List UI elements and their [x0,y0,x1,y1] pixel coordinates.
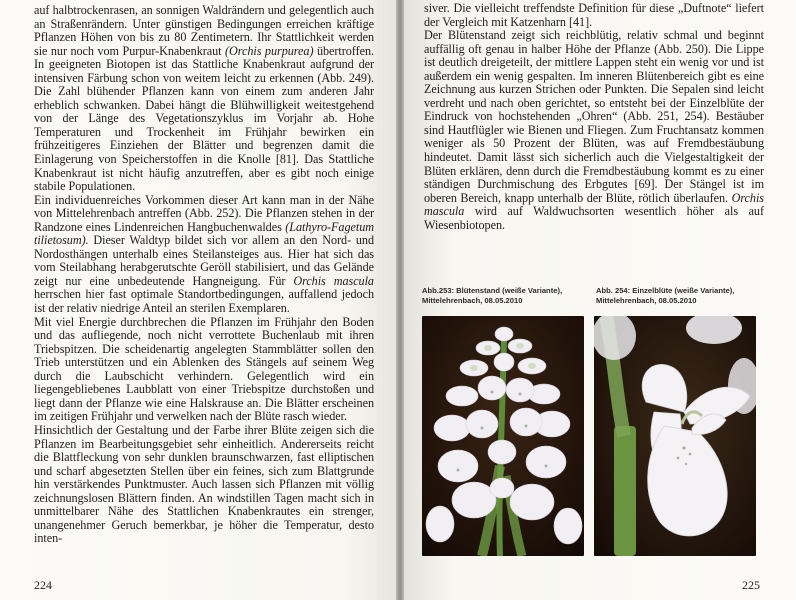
figure-253-caption-line1: Abb.253: Blütenstand (weiße Variante), [422,286,563,295]
figure-254-caption-line1: Abb. 254: Einzelblüte (weiße Variante), [596,286,735,295]
figure-254-caption-line2: Mittelehrenbach, 08.05.2010 [596,295,697,305]
book-gutter [396,0,404,600]
figure-254-caption [596,286,756,305]
left-page [0,0,396,600]
italic-term: (Lathyro-Fagetum tilietosum). [34,219,374,248]
left-page-number: 224 [34,578,52,592]
figure-253-caption-line2: Mittelehrenbach, 08.05.2010 [422,295,523,305]
text-run: übertroffen. In geeigneten Biotopen ist das Stattliche Knabenkraut aufgrund der intensiven Färbung schon von weitem leicht zu erkennen (Abb. 249). Die Zahl blühender Pflanzen kann von einem zum anderen Jahr erheblich schwanken. Dabei hängt die Blühwilligkeit weitestgehend von der Länge des Vegetationszyklus im Vorjahr ab. Hohe Temperaturen und Trockenheit im Frühjahr bewirken ein frühzeitigeres Einziehen der Blätter und begrenzen damit die Einlagerung von Speicherstoffen in die Knolle [81]. Das Stattliche Knabenkraut ist nicht häufig anzutreffen, aber es gibt noch einige stabile Populationen. [34,43,374,194]
text-run: herrschen hier fast optimale Standortbedingungen, auffallend jedoch ist der relativ niedrige Anteil an sterilen Exemplaren. [34,287,374,316]
left-paragraph [34,4,374,194]
text-run: Der Blütenstand zeigt sich reichblütig, relativ schmal und beginnt auffällig oft genau in halber Höhe der Pflanze (Abb. 250). Die Lippe ist deutlich dreigeteilt, der mittlere Lappen steht ein wenig vor und ist außerdem ein wenig gespalten. Im inneren Blütenbereich gibt es eine Zeichnung aus kurzen Strichen oder Punkten. Die Sepalen sind leicht verdreht und nach oben gerichtet, so entsteht bei der Einzelblüte der Eindruck von hochstehenden „Ohren“ (Abb. 251, 254). Bestäuber sind Hautflügler wie Bienen und Fliegen. Zum Fruchtansatz kommen weniger als 50 Prozent der Blüten, was auf Fremdbestäubung hindeutet. Damit lässt sich sicherlich auch die Vielgestaltigkeit der Blüten erklären, denn durch die Fremdbestäubung kommt es zu einer ständigen Durchmischung des Erbgutes [69]. Der Stängel ist im oberen Bereich, knapp unterhalb der Blüte, rötlich überlaufen. [424,28,764,205]
right-page [404,0,796,600]
text-run: Mit viel Energie durchbrechen die Pflanzen im Frühjahr den Boden und das aufliegende, noch nicht verrottete Buchenlaub mit ihren Triebspitzen. Die scheidenartig angelegten Stammblätter sollen den Trieb unterstützen und ein Ablenken des Stängels auf seinem Weg durch die Laubschicht verhindern. Gelegentlich wird ein liegengebliebenes Laubblatt von einer Triebspitze durchstoßen und liegt dann der Pflanze wie eine Halskrause an. Die Blätter erscheinen im zeitigen Frühjahr und verwelken nach der Blüte rasch wieder. [34,314,374,424]
italic-term: Orchis mascula [293,273,374,288]
right-paragraph [424,29,764,232]
figure-253-caption [422,286,582,305]
text-run: Hinsichtlich der Gestaltung und der Farbe ihrer Blüte zeigen sich die Pflanzen im Bearbeitungsgebiet sehr einheitlich. Andererseits reicht die Blattfleckung von sehr dunklen braunschwarzen, fast elliptischen und scharf abgesetzten Stellen über ein feines, sich zum Blattgrunde hin verstärkendes Punktmuster. Auch lassen sich Pflanzen mit völlig zeichnungslosen Blättern finden. An windstillen Tagen macht sich in unmittelbarer Nähe des Stattlichen Knabenkrautes ein strenger, unangenehmer Geruch bemerkbar, je höher die Temperatur, desto inten- [34,422,374,546]
right-paragraph [424,2,764,29]
text-run: Dieser Waldtyp bildet sich vor allem an den Nord- und Nordosthängen unterhalb eines Steilansteiges aus. Hier hat sich das vom Steilabhang herabgerutschte Geröll stabilisiert, und das Gelände zeigt nur eine unbedeutende Hangneigung. Für [34,233,374,288]
figure-253-photo [422,316,584,556]
text-run: Ein individuenreiches Vorkommen dieser Art kann man in der Nähe von Mittelehrenbach antreffen (Abb. 252). Die Pflanzen stehen in der Randzone eines Lindenreichen Hangbuchenwaldes [34,192,374,234]
left-page-text [34,4,374,546]
left-paragraph [34,424,374,546]
left-paragraph [34,194,374,316]
text-run: auf halbtrockenrasen, an sonnigen Waldrändern und gelegentlich auch an Straßenrändern. Unter günstigen Bedingungen erreichen kräftige Pflanzen Höhen von bis zu 80 Zentimetern. Ihr Stattlichkeit werden sie nur noch vom Purpur-Knabenkraut [34,3,374,58]
right-page-text [424,2,764,232]
figure-254-photo [594,316,756,556]
right-page-number: 225 [742,578,760,592]
italic-term: Orchis mascula [424,190,764,219]
italic-term: (Orchis purpurea) [225,43,314,58]
left-paragraph [34,316,374,424]
text-run: siver. Die vielleicht treffendste Definition für diese „Duftnote“ liefert der Vergleich mit Katzenharn [41]. [424,1,764,29]
text-run: wird auf Waldwuchsorten wesentlich höher als auf Wiesenbiotopen. [424,204,764,232]
